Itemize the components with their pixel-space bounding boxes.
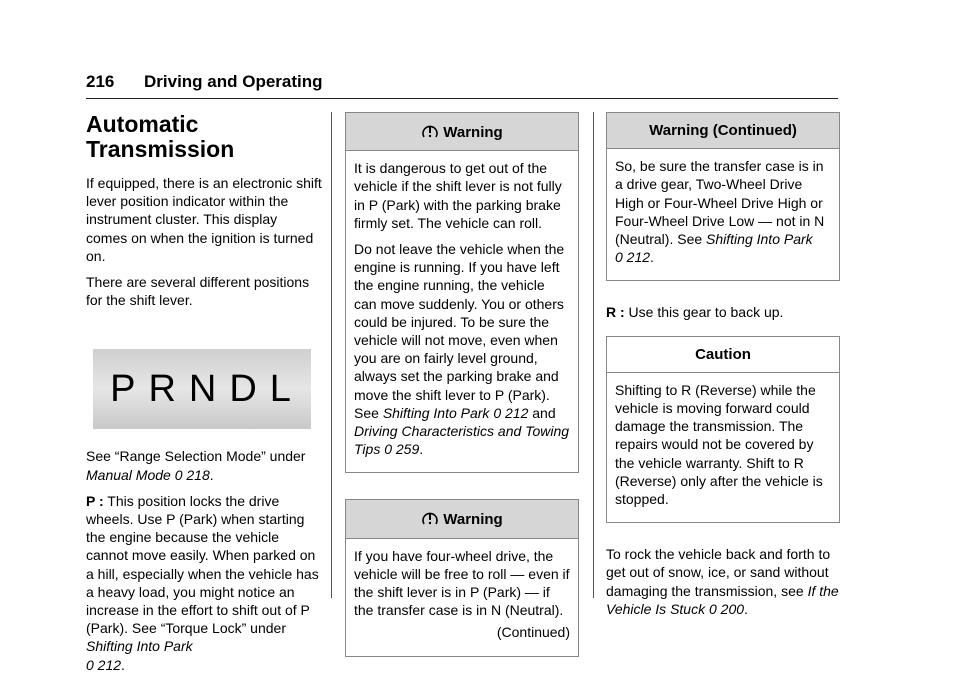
shifting-into-park-link[interactable]: Shifting Into Park — [86, 638, 193, 655]
warning-text: So, be sure the transfer case is in a drive gear, Two-Wheel Drive High or Four-Wheel Drive High or Four-Wheel Drive Low — not in N (Neutral). See Shifting Into Park 0 212. — [615, 158, 825, 266]
column-divider — [593, 112, 594, 598]
caution-text: Shifting to R (Reverse) while the vehicle is moving forward could damage the transmission. The repairs would not be covered by the vehicle warranty. Shift to R (Reverse) only after the vehicle is stopped. — [615, 381, 823, 508]
intro-paragraph: If equipped, there is an electronic shift lever position indicator within the instrument cluster. This display comes on when the ignition is turned on. — [86, 175, 322, 264]
shifting-into-park-link[interactable]: Shifting Into Park — [706, 231, 813, 248]
rock-paragraph: To rock the vehicle back and forth to get out of snow, ice, or sand without damaging the transmission, see If the Vehicle Is Stuck 0 200. — [606, 546, 839, 617]
section-title: Driving and Operating — [144, 72, 323, 91]
column-divider — [331, 112, 332, 598]
page-ref[interactable]: 0 212 — [493, 404, 529, 421]
park-paragraph: P : This position locks the drive wheels. Use P (Park) when starting the engine because the vehicle cannot move easily. When parked on a hill, especially when the vehicle has a heavy load, you might notice an increase in the effort to shift out of P (Park). See “Torque Lock” under Shifting Into Park 0 212. — [86, 492, 319, 673]
caution-header: Caution — [607, 337, 839, 373]
vehicle-stuck-link[interactable]: If the Vehicle Is Stuck — [606, 582, 839, 617]
warning-icon — [421, 122, 439, 140]
page-ref[interactable]: 0 212 — [86, 656, 122, 673]
page-ref[interactable]: 0 200 — [708, 600, 745, 617]
page-ref[interactable]: 0 212 — [615, 249, 651, 266]
page-header — [86, 72, 838, 99]
manual-mode-link[interactable]: Manual Mode — [86, 466, 171, 483]
reverse-paragraph: R : Use this gear to back up. — [606, 304, 784, 321]
warning-text: If you have four-wheel drive, the vehicle will be free to roll — even if the shift lever is in P (Park) — if the transfer case is in N (Neutral). — [354, 547, 570, 619]
prndl-indicator-image: PRNDL — [93, 349, 311, 429]
page-ref[interactable]: 0 259 — [384, 441, 420, 458]
warning-text: It is dangerous to get out of the vehicle if the shift lever is not fully in P (Park) with the parking brake firmly set. The vehicle can roll. — [354, 160, 562, 231]
park-label: P : — [86, 492, 104, 509]
page-title: Automatic Transmission — [86, 111, 235, 162]
warning-box — [606, 112, 840, 281]
warning-icon — [421, 509, 439, 527]
warning-header: Warning (Continued) — [607, 113, 839, 149]
driving-characteristics-link[interactable]: Driving Characteristics and Towing Tips — [354, 423, 570, 458]
continued-label: (Continued) — [496, 624, 570, 641]
column-2 — [345, 112, 579, 679]
reverse-label: R : — [606, 304, 625, 321]
page-number: 216 — [86, 72, 115, 91]
column-3 — [606, 112, 840, 626]
column-1 — [86, 112, 322, 682]
warning-box — [345, 499, 579, 656]
positions-paragraph: There are several different positions for the shift lever. — [86, 274, 310, 309]
caution-box — [606, 336, 840, 524]
shifting-into-park-link[interactable]: Shifting Into Park — [382, 404, 490, 421]
warning-header: Warning — [346, 500, 578, 538]
warning-header: Warning — [346, 113, 578, 151]
page-ref[interactable]: 0 218 — [174, 466, 210, 483]
warning-box — [345, 112, 579, 473]
see-paragraph: See “Range Selection Mode” under Manual Mode 0 218. — [86, 448, 306, 483]
warning-text: Do not leave the vehicle when the engine is running. If you have left the engine running, the vehicle can move suddenly. You or others could be injured. To be sure the vehicle will not move, even when you are on fairly level ground, always set the parking brake and move the shift lever to P (Park). See Shifting Into Park 0 212 and Driving Characteristics and Towing Tips 0 259. — [354, 241, 570, 458]
